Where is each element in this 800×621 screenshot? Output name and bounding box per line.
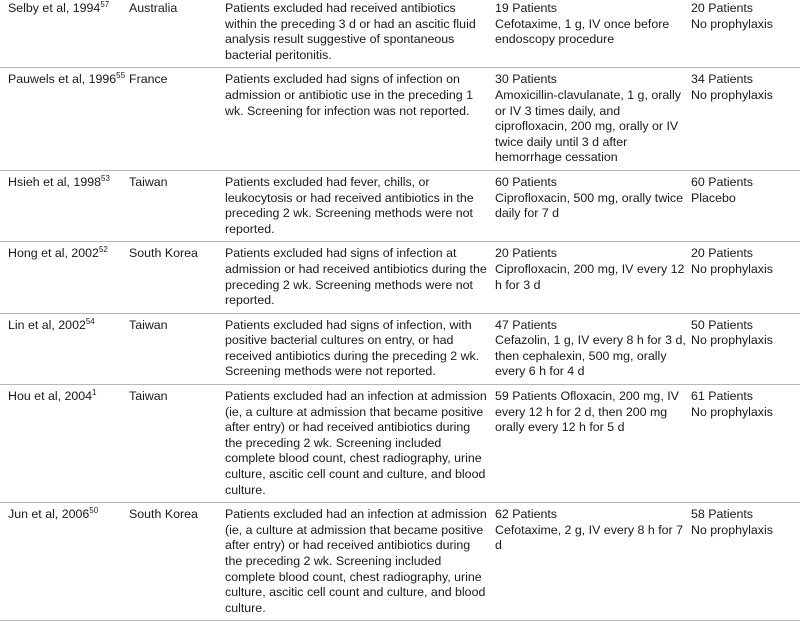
intervention-regimen: Cefotaxime, 1 g, IV once before endoscopy procedure: [495, 16, 670, 47]
intervention-cell: [495, 68, 691, 171]
control-cell: [691, 242, 800, 313]
reference-number: 53: [101, 173, 110, 183]
table-row: [0, 68, 800, 171]
intervention-regimen: Ciprofloxacin, 200 mg, IV every 12 h for 3 d: [495, 261, 685, 292]
control-regimen: Placebo: [691, 190, 736, 205]
control-count: 60 Patients: [691, 174, 753, 189]
control-count: 58 Patients: [691, 507, 753, 522]
study-cell: [0, 242, 129, 313]
exclusion-cell: Patients excluded had signs of infection, with positive bacterial cultures on entry, or had received antibiotics during the preceding 2 wk. Screening methods were not reported.: [225, 313, 495, 384]
control-regimen: No prophylaxis: [691, 522, 773, 537]
country-cell: Taiwan: [129, 385, 225, 503]
reference-number: 57: [100, 0, 110, 9]
study-cell: [0, 385, 129, 503]
control-cell: [691, 68, 800, 171]
reference-number: 1: [92, 387, 97, 397]
intervention-count: 59 Patients: [495, 389, 557, 404]
exclusion-cell: Patients excluded had fever, chills, or leukocytosis or had received antibiotics in the preceding 2 wk. Screening methods were not reported.: [225, 170, 495, 241]
study-cell: [0, 68, 129, 171]
exclusion-cell: Patients excluded had signs of infection on admission or antibiotic use in the preceding 1 wk. Screening for infection was not reported.: [225, 68, 495, 171]
study-name: Hsieh et al, 1998: [8, 174, 101, 189]
study-name: Pauwels et al, 1996: [8, 72, 117, 87]
control-count: 20 Patients: [691, 1, 753, 15]
country-cell: Taiwan: [129, 170, 225, 241]
intervention-regimen: Ofloxacin, 200 mg, IV every 12 h for 2 d, then 200 mg orally every 12 h for 5 d: [495, 389, 679, 435]
table-row: [0, 170, 800, 241]
intervention-count: 20 Patients: [495, 246, 557, 261]
control-cell: [691, 0, 800, 68]
reference-number: 55: [116, 71, 126, 81]
control-count: 50 Patients: [691, 317, 753, 332]
table-row: [0, 385, 800, 503]
intervention-cell: [495, 503, 691, 621]
control-count: 34 Patients: [691, 72, 753, 87]
intervention-regimen: Amoxicillin-clavulanate, 1 g, orally or IV 3 times daily, and ciprofloxacin, 200 mg, orally or IV twice daily until 3 d after hemorrhage cessation: [495, 87, 681, 165]
country-cell: Taiwan: [129, 313, 225, 384]
exclusion-cell: Patients excluded had an infection at admission (ie, a culture at admission that became positive after entry) or had received antibiotics during the preceding 2 wk. Screening included complete blood count, chest radiography, urine culture, ascitic cell count and culture, and blood culture.: [225, 385, 495, 503]
table-row: [0, 242, 800, 313]
intervention-cell: [495, 385, 691, 503]
study-cell: [0, 170, 129, 241]
intervention-count: 30 Patients: [495, 72, 557, 87]
intervention-cell: [495, 313, 691, 384]
exclusion-cell: Patients excluded had an infection at admission (ie, a culture at admission that became positive after entry) or had received antibiotics during the preceding 2 wk. Screening included complete blood count, chest radiography, urine culture, ascitic cell count and culture, and blood culture.: [225, 503, 495, 621]
control-cell: [691, 170, 800, 241]
study-name: Jun et al, 2006: [8, 507, 90, 522]
control-cell: [691, 385, 800, 503]
intervention-count: 47 Patients: [495, 317, 557, 332]
exclusion-cell: Patients excluded had received antibiotics within the preceding 3 d or had an ascitic fluid analysis result suggestive of spontaneous bacterial peritonitis.: [225, 0, 495, 68]
study-name: Lin et al, 2002: [8, 317, 86, 332]
intervention-regimen: Ciprofloxacin, 500 mg, orally twice daily for 7 d: [495, 190, 684, 221]
reference-number: 52: [98, 245, 108, 255]
control-regimen: No prophylaxis: [691, 261, 773, 276]
control-regimen: No prophylaxis: [691, 333, 773, 348]
study-name: Selby et al, 1994: [8, 1, 101, 15]
control-regimen: No prophylaxis: [691, 87, 773, 102]
study-name: Hou et al, 2004: [8, 389, 93, 404]
control-cell: [691, 313, 800, 384]
reference-number: 54: [85, 316, 95, 326]
intervention-cell: [495, 0, 691, 68]
study-name: Hong et al, 2002: [8, 246, 99, 261]
study-cell: [0, 503, 129, 621]
control-regimen: No prophylaxis: [691, 404, 773, 419]
country-cell: Australia: [129, 0, 225, 68]
intervention-cell: [495, 242, 691, 313]
intervention-regimen: Cefazolin, 1 g, IV every 8 h for 3 d, then cephalexin, 500 mg, orally every 6 h for 4 d: [495, 333, 686, 379]
control-count: 61 Patients: [691, 389, 753, 404]
control-cell: [691, 503, 800, 621]
table-row: [0, 0, 800, 68]
control-regimen: No prophylaxis: [691, 16, 773, 31]
intervention-cell: [495, 170, 691, 241]
country-cell: France: [129, 68, 225, 171]
table-row: [0, 313, 800, 384]
country-cell: South Korea: [129, 503, 225, 621]
control-count: 20 Patients: [691, 246, 753, 261]
table-row: [0, 503, 800, 621]
study-cell: [0, 313, 129, 384]
country-cell: South Korea: [129, 242, 225, 313]
intervention-count: 19 Patients: [495, 1, 557, 15]
reference-number: 50: [89, 506, 99, 516]
exclusion-cell: Patients excluded had signs of infection at admission or had received antibiotics during the preceding 2 wk. Screening methods were not reported.: [225, 242, 495, 313]
study-cell: [0, 0, 129, 68]
intervention-regimen: Cefotaxime, 2 g, IV every 8 h for 7 d: [495, 522, 684, 553]
intervention-count: 60 Patients: [495, 174, 557, 189]
intervention-count: 62 Patients: [495, 507, 557, 522]
